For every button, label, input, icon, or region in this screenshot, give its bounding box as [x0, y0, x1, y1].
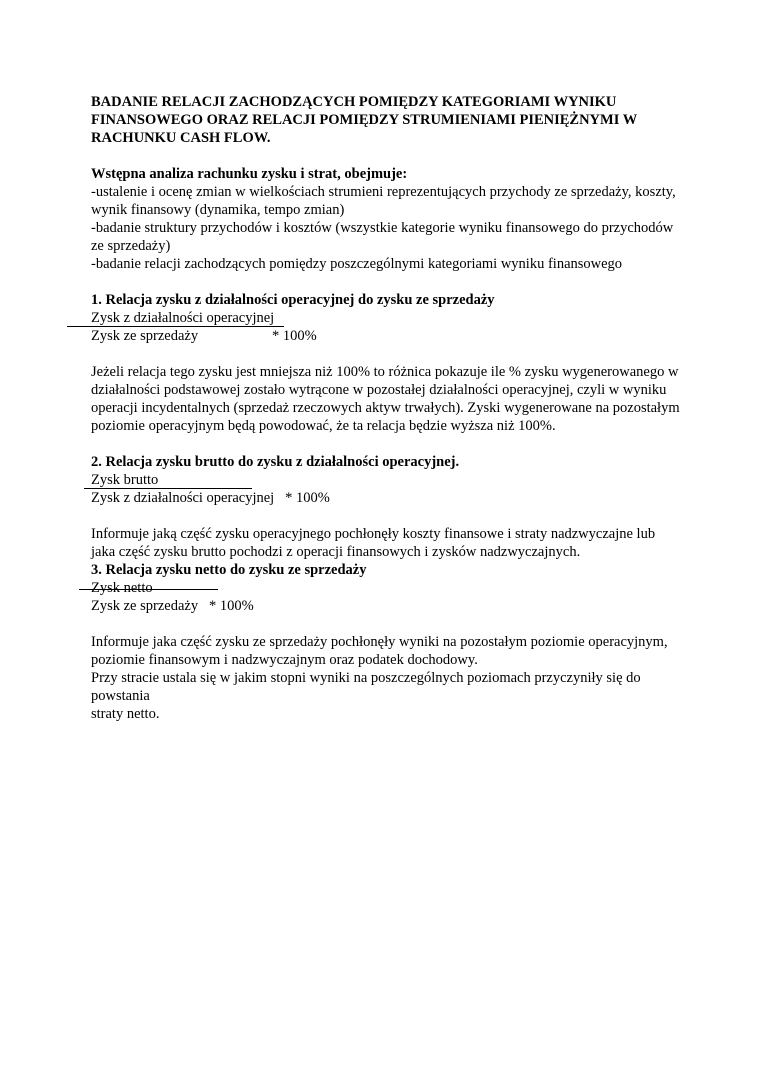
section3-paragraph-end: straty netto. — [91, 706, 160, 722]
section3-multiplier: * 100% — [208, 598, 254, 614]
section2-denominator: Zysk z działalności operacyjnej — [91, 490, 275, 506]
section1-multiplier: * 100% — [272, 328, 317, 344]
section1-heading: 1. Relacja zysku z działalności operacyjnej do zysku ze sprzedaży — [91, 292, 495, 308]
section3-paragraph-continued: Przy stracie ustala się w jakim stopni wyniki na poszczególnych poziomach przyczyniły się do powstania — [91, 670, 641, 704]
section3-denominator: Zysk ze sprzedaży — [91, 598, 199, 614]
intro-item: -badanie struktury przychodów i kosztów (wszystkie kategorie wyniku finansowego do przychodów ze sprzedaży) — [91, 220, 674, 254]
fraction-line — [79, 589, 218, 590]
section2-numerator: Zysk brutto — [91, 472, 159, 488]
section3-paragraph: Informuje jaka część zysku ze sprzedaży pochłonęły wyniki na pozostałym poziomie operacyjnym, poziomie finansowym i nadzwyczajnym oraz podatek dochodowy. — [91, 634, 668, 668]
section2-formula — [91, 471, 681, 507]
intro-item: -badanie relacji zachodzących pomiędzy poszczególnymi kategoriami wyniku finansowego — [91, 256, 623, 272]
fraction-line — [84, 488, 252, 489]
document-body — [91, 93, 681, 723]
section1-denominator: Zysk ze sprzedaży — [91, 328, 199, 344]
section3-formula — [91, 579, 681, 615]
section1-numerator: Zysk z działalności operacyjnej — [91, 310, 275, 326]
section1-formula — [91, 309, 681, 345]
section3-heading: 3. Relacja zysku netto do zysku ze sprzedaży — [91, 562, 367, 578]
section2-paragraph: Informuje jaką część zysku operacyjnego pochłonęły koszty finansowe i straty nadzwyczajne lub jaka część zysku brutto pochodzi z operacji finansowych i zysków nadzwyczajnych. — [91, 526, 656, 560]
section3-numerator: Zysk netto — [91, 580, 153, 596]
fraction-line — [67, 326, 284, 327]
intro-item: -ustalenie i ocenę zmian w wielkościach strumieni reprezentujących przychody ze sprzedaży, koszty, wynik finansowy (dynamika, tempo zmian) — [91, 184, 676, 218]
section2-multiplier: * 100% — [285, 490, 330, 506]
document-title: BADANIE RELACJI ZACHODZĄCYCH POMIĘDZY KATEGORIAMI WYNIKU FINANSOWEGO ORAZ RELACJI POMIĘDZY STRUMIENIAMI PIENIĘŻNYMI W RACHUNKU CASH FLOW. — [91, 94, 637, 146]
section1-paragraph: Jeżeli relacja tego zysku jest mniejsza niż 100% to różnica pokazuje ile % zysku wygenerowanego w działalności podstawowej zostało wytrącone w pozostałej działalności operacyjnej, czyli w wyniku operacji incydentalnych (sprzedaż rzeczowych aktyw trwałych). Zyski wygenerowane na pozostałym poziomie operacyjnym będą powodować, że ta relacja będzie wyższa niż 100%. — [91, 364, 680, 434]
section2-heading: 2. Relacja zysku brutto do zysku z działalności operacyjnej. — [91, 454, 460, 470]
intro-heading: Wstępna analiza rachunku zysku i strat, obejmuje: — [91, 166, 408, 182]
